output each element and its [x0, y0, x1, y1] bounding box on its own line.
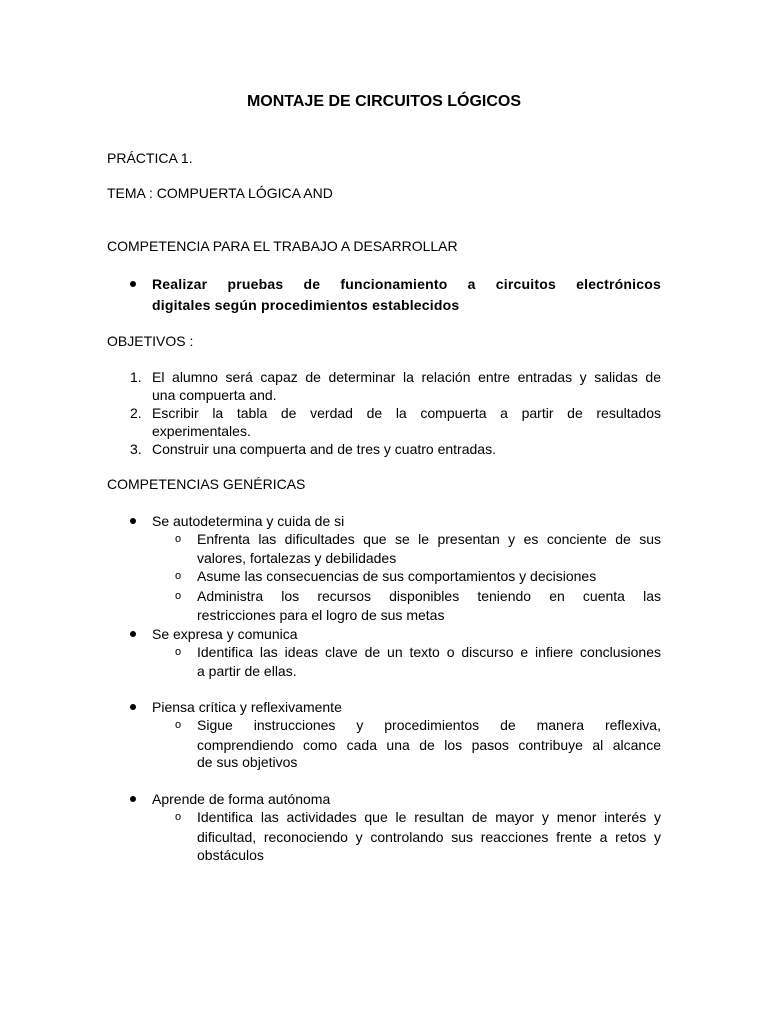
sub-item-line2: comprendiendo como cada una de los pasos contribuye al alcance	[197, 737, 661, 753]
bullet-dot	[130, 518, 136, 524]
objective-number: 2.	[130, 405, 142, 421]
sub-item-line1: Administra los recursos disponibles teniendo en cuenta las	[197, 588, 661, 604]
objective-1-line1: El alumno será capaz de determinar la relación entre entradas y salidas de	[152, 369, 661, 385]
objective-3-line1: Construir una compuerta and de tres y cuatro entradas.	[152, 441, 496, 457]
objective-2-line2: experimentales.	[152, 423, 251, 439]
bullet-dot	[130, 796, 136, 802]
sub-item-line1: Enfrenta las dificultades que se le presentan y es conciente de sus	[197, 531, 661, 547]
generic-group-3-label: Piensa crítica y reflexivamente	[152, 699, 342, 715]
objective-2-line1: Escribir la tabla de verdad de la compuerta a partir de resultados	[152, 405, 661, 421]
objectives-heading: OBJETIVOS :	[107, 333, 194, 349]
sub-bullet-icon: o	[175, 533, 182, 545]
sub-item-line3: de sus objetivos	[197, 754, 298, 770]
sub-item-line1: Identifica las actividades que le resultan de mayor y menor interés y	[197, 809, 661, 825]
generic-group-2-label: Se expresa y comunica	[152, 626, 298, 642]
objective-number: 3.	[130, 441, 142, 457]
competence-item-line2: digitales según procedimientos establecidos	[152, 297, 460, 313]
sub-item-line2: dificultad, reconociendo y controlando sus reacciones frente a retos y	[197, 829, 661, 845]
generic-group-1-label: Se autodetermina y cuida de si	[152, 513, 345, 529]
competence-item-line1: Realizar pruebas de funcionamiento a circuitos electrónicos	[152, 276, 661, 292]
bullet-dot	[130, 704, 136, 710]
competence-heading: COMPETENCIA PARA EL TRABAJO A DESARROLLAR	[107, 238, 458, 254]
bullet-dot	[130, 281, 136, 287]
objective-1-line2: una compuerta and.	[152, 387, 277, 403]
topic-line: TEMA : COMPUERTA LÓGICA AND	[107, 185, 333, 201]
generic-group-4-label: Aprende de forma autónoma	[152, 791, 331, 807]
sub-item-line3: obstáculos	[197, 847, 264, 863]
sub-item-line1: Sigue instrucciones y procedimientos de manera reflexiva,	[197, 717, 661, 733]
sub-item-line2: restricciones para el logro de sus metas	[197, 607, 445, 623]
sub-bullet-icon: o	[175, 570, 182, 582]
sub-item-line2: valores, fortalezas y debilidades	[197, 550, 397, 566]
sub-item-line1: Identifica las ideas clave de un texto o discurso e infiere conclusiones	[197, 644, 661, 660]
practice-number: PRÁCTICA 1.	[107, 150, 193, 166]
sub-bullet-icon: o	[175, 811, 182, 823]
sub-item-line1: Asume las consecuencias de sus comportamientos y decisiones	[197, 568, 597, 584]
generic-competences-heading: COMPETENCIAS GENÉRICAS	[107, 476, 306, 492]
sub-item-line2: a partir de ellas.	[197, 663, 297, 679]
document-title: MONTAJE DE CIRCUITOS LÓGICOS	[246, 93, 522, 110]
objective-number: 1.	[130, 369, 142, 385]
bullet-dot	[130, 631, 136, 637]
sub-bullet-icon: o	[175, 646, 182, 658]
sub-bullet-icon: o	[175, 719, 182, 731]
sub-bullet-icon: o	[175, 590, 182, 602]
